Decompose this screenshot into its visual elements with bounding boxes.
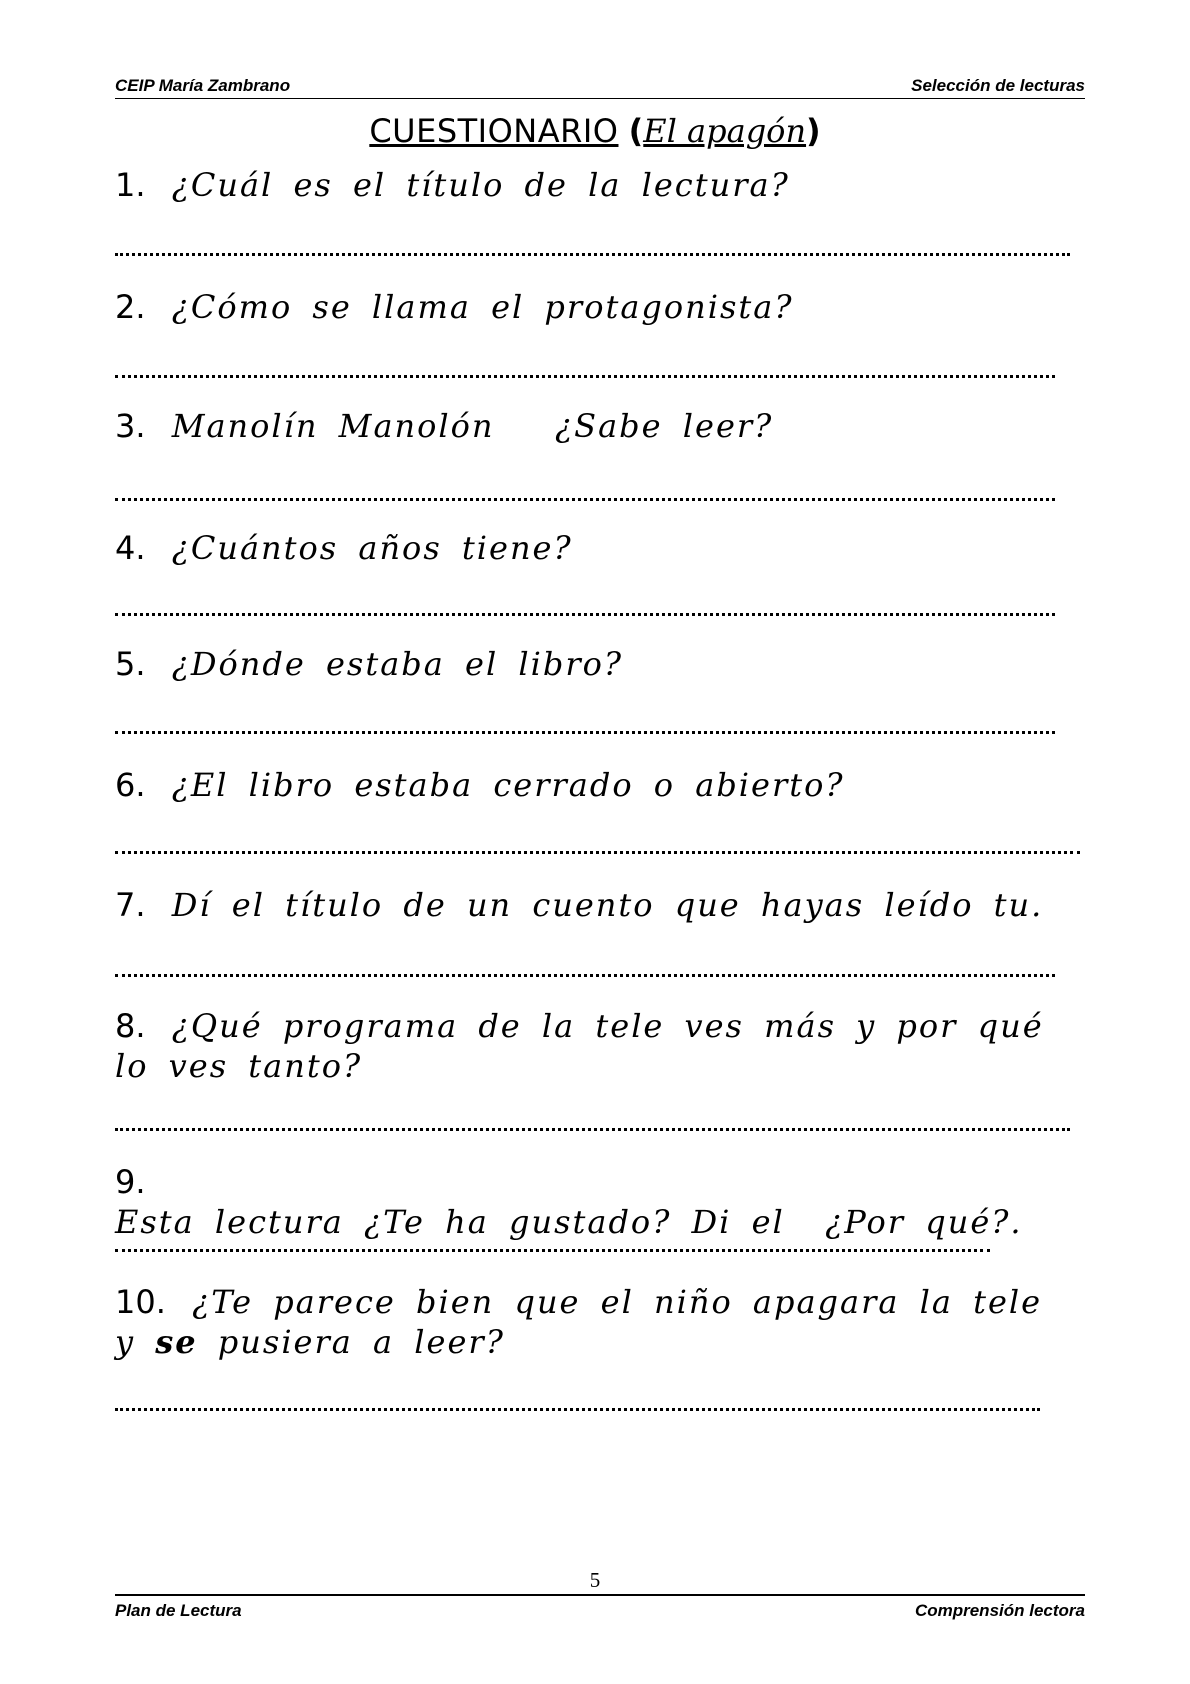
header-school: CEIP María Zambrano	[115, 76, 291, 95]
question-3	[115, 406, 1045, 446]
question-text-bold: se	[155, 1323, 198, 1361]
question-text: Manolín Manolón ¿Sabe leer?	[171, 407, 774, 445]
page-footer	[115, 1594, 1085, 1626]
answer-line-8[interactable]	[115, 1120, 1070, 1131]
footer-plan: Plan de Lectura	[115, 1601, 242, 1620]
question-text: ¿El libro estaba cerrado o abierto?	[171, 766, 845, 804]
question-number: 1.	[115, 166, 146, 204]
title-close-paren: )	[806, 112, 821, 150]
question-number: 5.	[115, 645, 146, 683]
page-number: 5	[589, 1568, 601, 1592]
question-5	[115, 644, 1045, 684]
question-number: 10.	[115, 1283, 166, 1321]
title-subtitle: El apagón	[643, 112, 807, 150]
question-2	[115, 287, 1045, 327]
page-header	[115, 72, 1085, 99]
question-text: ¿Qué programa de la tele ves más y por qué lo ves tanto?	[115, 1007, 1044, 1085]
answer-line-9[interactable]	[115, 1241, 990, 1252]
question-text: ¿Cuántos años tiene?	[171, 529, 573, 567]
answer-line-4[interactable]	[115, 605, 1055, 616]
title-open-paren: (	[628, 112, 644, 150]
question-number: 2.	[115, 288, 146, 326]
answer-line-5[interactable]	[115, 723, 1055, 734]
answer-line-3[interactable]	[115, 490, 1055, 501]
question-number: 7.	[115, 886, 146, 924]
question-text: ¿Dónde estaba el libro?	[171, 645, 624, 683]
title-main: CUESTIONARIO	[369, 112, 619, 150]
question-number: 9.	[115, 1163, 146, 1201]
question-text: ¿Cuál es el título de la lectura?	[171, 166, 790, 204]
question-6	[115, 765, 1045, 805]
question-4	[115, 528, 1045, 568]
question-text-before: ¿Te parece bien que el niño apagara la tele y	[115, 1283, 1043, 1361]
question-text: Dí el título de un cuento que hayas leído tu.	[171, 886, 1044, 924]
question-text: Esta lectura ¿Te ha gustado? Di el ¿Por qué?.	[115, 1203, 1023, 1241]
question-9	[115, 1162, 1045, 1242]
header-section: Selección de lecturas	[911, 76, 1085, 95]
question-number: 8.	[115, 1007, 146, 1045]
answer-line-1[interactable]	[115, 245, 1070, 256]
question-7	[115, 885, 1045, 925]
question-10	[115, 1282, 1045, 1362]
footer-subject: Comprensión lectora	[914, 1601, 1085, 1620]
question-number: 3.	[115, 407, 146, 445]
question-number: 6.	[115, 766, 146, 804]
question-number: 4.	[115, 529, 146, 567]
question-1	[115, 165, 1045, 205]
page-title	[0, 112, 1190, 150]
question-text: ¿Cómo se llama el protagonista?	[171, 288, 794, 326]
question-text-after: pusiera a leer?	[197, 1323, 505, 1361]
answer-line-2[interactable]	[115, 367, 1055, 378]
question-8	[115, 1006, 1045, 1086]
answer-line-7[interactable]	[115, 966, 1055, 977]
answer-line-6[interactable]	[115, 843, 1080, 854]
answer-line-10[interactable]	[115, 1400, 1040, 1411]
